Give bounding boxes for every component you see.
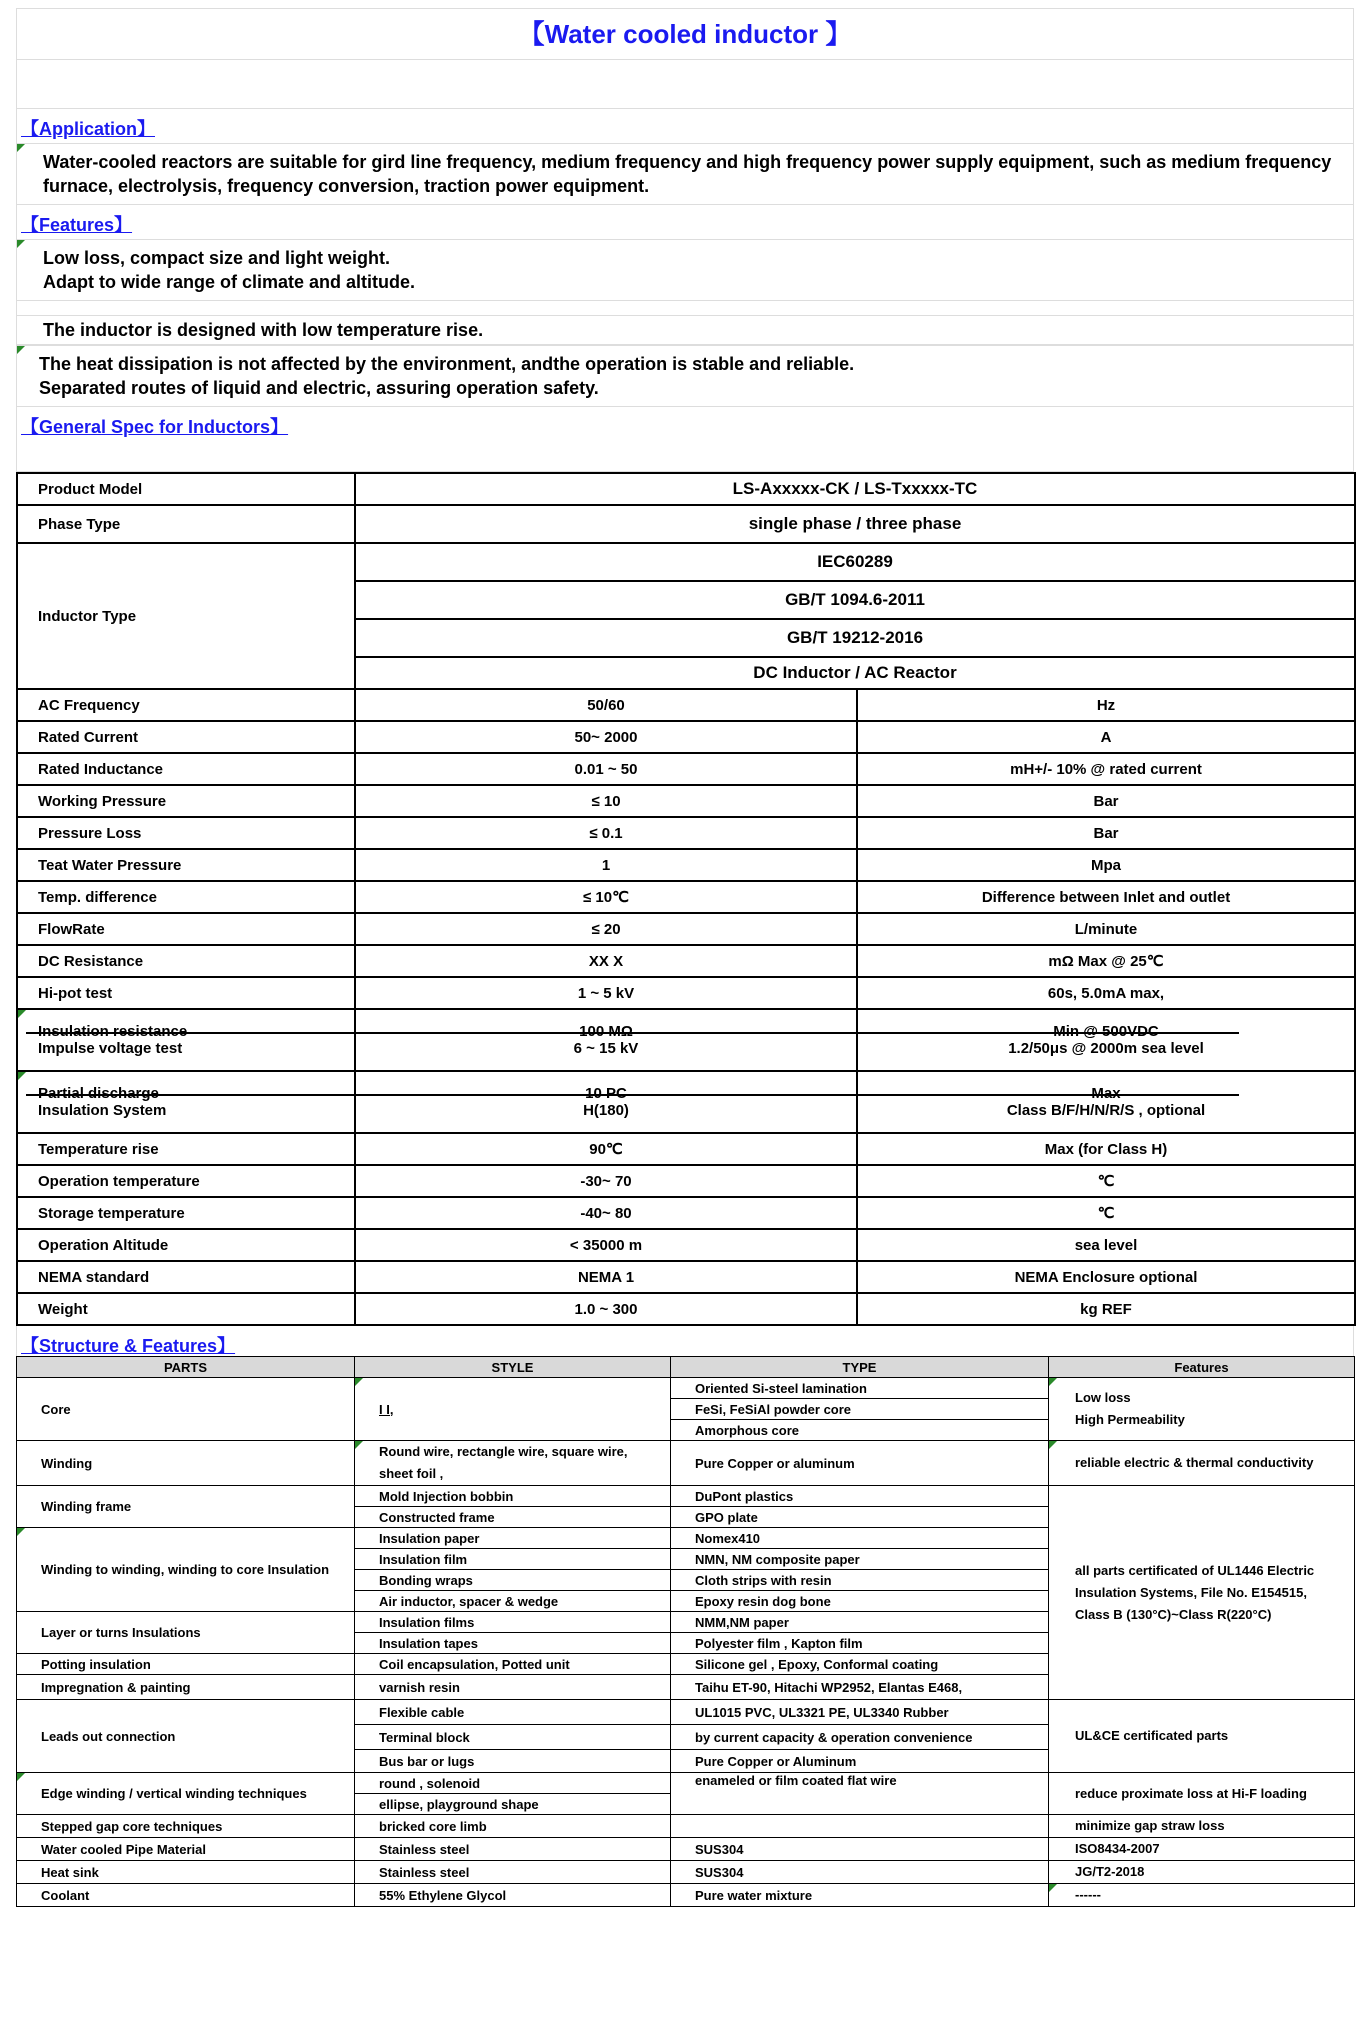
table-row <box>17 753 1355 785</box>
spec-value: ≤ 10℃ <box>355 881 857 913</box>
part-cell: Impregnation & painting <box>17 1675 355 1700</box>
struck-unit: Min @ 500VDC <box>1053 1023 1159 1040</box>
table-row <box>17 1165 1355 1197</box>
spec-label: Operation Altitude <box>17 1229 355 1261</box>
type-cell: SUS304 <box>671 1838 1049 1861</box>
spec-value: single phase / three phase <box>355 505 1355 543</box>
table-row <box>17 945 1355 977</box>
struck-unit: Max <box>1091 1085 1121 1102</box>
part-cell: Coolant <box>17 1884 355 1907</box>
spec-unit: NEMA Enclosure optional <box>857 1261 1355 1293</box>
spec-value: -40~ 80 <box>355 1197 857 1229</box>
spec-label: Working Pressure <box>17 785 355 817</box>
column-header: STYLE <box>355 1357 671 1378</box>
feature-cell: ISO8434-2007 <box>1049 1838 1355 1861</box>
spec-unit <box>857 1071 1355 1133</box>
table-row <box>17 689 1355 721</box>
part-cell: Stepped gap core techniques <box>17 1815 355 1838</box>
spec-label: Rated Inductance <box>17 753 355 785</box>
table-row <box>17 1815 1355 1838</box>
type-cell: Cloth strips with resin <box>671 1570 1049 1591</box>
table-row <box>17 505 1355 543</box>
spec-unit <box>857 1009 1355 1071</box>
spec-value: XX X <box>355 945 857 977</box>
type-cell: NMN, NM composite paper <box>671 1549 1049 1570</box>
struck-label: Partial discharge <box>38 1085 159 1102</box>
spec-unit: A <box>857 721 1355 753</box>
style-cell: bricked core limb <box>355 1815 671 1838</box>
feature-cell: reduce proximate loss at Hi-F loading <box>1049 1773 1355 1815</box>
spec-value: 1 <box>355 849 857 881</box>
spec-value: GB/T 19212-2016 <box>355 619 1355 657</box>
table-row <box>17 1378 1355 1399</box>
spec-value: 0.01 ~ 50 <box>355 753 857 785</box>
spacer <box>16 301 1354 315</box>
table-row <box>17 977 1355 1009</box>
column-header: TYPE <box>671 1357 1049 1378</box>
style-cell: ellipse, playground shape <box>355 1794 671 1815</box>
style-cell: Round wire, rectangle wire, square wire, sheet foil , <box>355 1441 671 1486</box>
type-cell: Epoxy resin dog bone <box>671 1591 1049 1612</box>
spec-unit: Bar <box>857 817 1355 849</box>
feature-cell: JG/T2-2018 <box>1049 1861 1355 1884</box>
style-cell: Air inductor, spacer & wedge <box>355 1591 671 1612</box>
part-cell: Winding frame <box>17 1486 355 1528</box>
spec-value: 90℃ <box>355 1133 857 1165</box>
spec-value <box>355 1071 857 1133</box>
feature-cell: UL&CE certificated parts <box>1049 1700 1355 1773</box>
spec-unit: kg REF <box>857 1293 1355 1325</box>
spec-label: Temperature rise <box>17 1133 355 1165</box>
part-cell: Winding to winding, winding to core Insulation <box>17 1528 355 1612</box>
table-row <box>17 1838 1355 1861</box>
spec-label: Rated Current <box>17 721 355 753</box>
spec-label: Phase Type <box>17 505 355 543</box>
application-text: Water-cooled reactors are suitable for gird line frequency, medium frequency and high frequency power supply equipment, such as medium frequency furnace, electrolysis, frequency conversion, traction power equipment. <box>16 143 1354 205</box>
spec-label <box>17 1009 355 1071</box>
type-cell: Silicone gel , Epoxy, Conformal coating <box>671 1654 1049 1675</box>
general-spec-heading: 【General Spec for Inductors】 <box>16 407 1354 441</box>
spec-value: 1.0 ~ 300 <box>355 1293 857 1325</box>
type-cell: Pure Copper or aluminum <box>671 1441 1049 1486</box>
table-row <box>17 1861 1355 1884</box>
strikethrough-line <box>26 1094 1239 1096</box>
column-header: PARTS <box>17 1357 355 1378</box>
style-cell: Insulation films <box>355 1612 671 1633</box>
struck-label: Insulation resistance <box>38 1023 188 1040</box>
style-cell: Coil encapsulation, Potted unit <box>355 1654 671 1675</box>
type-cell: Oriented Si-steel lamination <box>671 1378 1049 1399</box>
spec-label: Pressure Loss <box>17 817 355 849</box>
table-row <box>17 913 1355 945</box>
style-cell: Terminal block <box>355 1725 671 1750</box>
table-row-struck <box>17 1009 1355 1071</box>
type-cell: FeSi, FeSiAl powder core <box>671 1399 1049 1420</box>
style-cell: varnish resin <box>355 1675 671 1700</box>
struck-value: 100 MΩ <box>579 1023 633 1040</box>
spec-value: NEMA 1 <box>355 1261 857 1293</box>
table-row <box>17 849 1355 881</box>
feature-line: Adapt to wide range of climate and altitude. <box>43 272 416 292</box>
style-cell: Insulation tapes <box>355 1633 671 1654</box>
spec-value: ≤ 20 <box>355 913 857 945</box>
style-cell: Stainless steel <box>355 1838 671 1861</box>
style-cell: round , solenoid <box>355 1773 671 1794</box>
part-cell: Water cooled Pipe Material <box>17 1838 355 1861</box>
spec-value <box>355 1009 857 1071</box>
type-cell: NMM,NM paper <box>671 1612 1049 1633</box>
type-cell: SUS304 <box>671 1861 1049 1884</box>
spec-unit: Max (for Class H) <box>857 1133 1355 1165</box>
table-row <box>17 1700 1355 1725</box>
spec-unit: sea level <box>857 1229 1355 1261</box>
spec-label: AC Frequency <box>17 689 355 721</box>
style-cell: Bonding wraps <box>355 1570 671 1591</box>
type-cell <box>671 1815 1049 1838</box>
spec-value: < 35000 m <box>355 1229 857 1261</box>
spreadsheet <box>16 8 1354 1907</box>
spec-label: DC Resistance <box>17 945 355 977</box>
spec-unit-current: 1.2/50μs @ 2000m sea level <box>1008 1040 1204 1057</box>
table-row <box>17 785 1355 817</box>
table-row <box>17 473 1355 505</box>
spec-label <box>17 1071 355 1133</box>
spec-label: Storage temperature <box>17 1197 355 1229</box>
structure-table <box>16 1356 1355 1907</box>
table-row <box>17 1261 1355 1293</box>
spec-label: Weight <box>17 1293 355 1325</box>
features-text-2 <box>16 315 1354 345</box>
type-cell: Amorphous core <box>671 1420 1049 1441</box>
spec-unit: Hz <box>857 689 1355 721</box>
spec-unit: 60s, 5.0mA max, <box>857 977 1355 1009</box>
table-row <box>17 543 1355 581</box>
table-row <box>17 1133 1355 1165</box>
spec-label-current: Insulation System <box>38 1102 167 1119</box>
spec-label: NEMA standard <box>17 1261 355 1293</box>
style-cell: Mold Injection bobbin <box>355 1486 671 1507</box>
table-header-row <box>17 1357 1355 1378</box>
feature-cell: reliable electric & thermal conductivity <box>1049 1441 1355 1486</box>
spec-label: Inductor Type <box>17 543 355 689</box>
table-row <box>17 1197 1355 1229</box>
feature-cell: minimize gap straw loss <box>1049 1815 1355 1838</box>
style-cell: I I, <box>355 1378 671 1441</box>
type-cell: Pure Copper or Aluminum <box>671 1750 1049 1773</box>
type-cell: by current capacity & operation convenience <box>671 1725 1049 1750</box>
spec-value: 50~ 2000 <box>355 721 857 753</box>
style-cell: 55% Ethylene Glycol <box>355 1884 671 1907</box>
style-cell: Flexible cable <box>355 1700 671 1725</box>
type-cell: UL1015 PVC, UL3321 PE, UL3340 Rubber <box>671 1700 1049 1725</box>
struck-value: 10 PC <box>585 1085 627 1102</box>
features-text-1 <box>16 239 1354 301</box>
style-cell: Stainless steel <box>355 1861 671 1884</box>
spec-unit: Bar <box>857 785 1355 817</box>
spec-unit: Difference between Inlet and outlet <box>857 881 1355 913</box>
spec-unit: Mpa <box>857 849 1355 881</box>
strikethrough-line <box>26 1032 1239 1034</box>
part-cell: Layer or turns Insulations <box>17 1612 355 1654</box>
type-cell: Taihu ET-90, Hitachi WP2952, Elantas E468, <box>671 1675 1049 1700</box>
spec-unit: L/minute <box>857 913 1355 945</box>
spec-label-current: Impulse voltage test <box>38 1040 183 1057</box>
type-cell: Nomex410 <box>671 1528 1049 1549</box>
spec-unit: ℃ <box>857 1165 1355 1197</box>
spec-value: 1 ~ 5 kV <box>355 977 857 1009</box>
spec-label: Hi-pot test <box>17 977 355 1009</box>
spec-value: GB/T 1094.6-2011 <box>355 581 1355 619</box>
spec-value: IEC60289 <box>355 543 1355 581</box>
table-row-struck <box>17 1071 1355 1133</box>
table-row <box>17 881 1355 913</box>
spec-value: 50/60 <box>355 689 857 721</box>
general-spec-table <box>16 472 1356 1326</box>
spec-label: FlowRate <box>17 913 355 945</box>
table-row <box>17 1293 1355 1325</box>
table-row <box>17 1441 1355 1486</box>
spec-value-current: 6 ~ 15 kV <box>573 1040 639 1057</box>
spec-label: Temp. difference <box>17 881 355 913</box>
spec-unit-current: Class B/F/H/N/R/S , optional <box>1006 1102 1206 1119</box>
page-title: 【Water cooled inductor 】 <box>16 8 1354 60</box>
type-cell: enameled or film coated flat wire <box>671 1773 1049 1815</box>
spec-value: ≤ 10 <box>355 785 857 817</box>
style-cell: Bus bar or lugs <box>355 1750 671 1773</box>
part-cell: Potting insulation <box>17 1654 355 1675</box>
table-row <box>17 1486 1355 1507</box>
spec-unit: mH+/- 10% @ rated current <box>857 753 1355 785</box>
feature-cell: Low loss High Permeability <box>1049 1378 1355 1441</box>
spec-value: DC Inductor / AC Reactor <box>355 657 1355 689</box>
type-cell: Pure water mixture <box>671 1884 1049 1907</box>
table-row <box>17 1773 1355 1794</box>
part-cell: Leads out connection <box>17 1700 355 1773</box>
spec-value: LS-Axxxxx-CK / LS-Txxxxx-TC <box>355 473 1355 505</box>
part-cell: Edge winding / vertical winding techniques <box>17 1773 355 1815</box>
structure-heading: 【Structure & Features】 <box>16 1326 1354 1356</box>
table-row <box>17 721 1355 753</box>
spec-value: -30~ 70 <box>355 1165 857 1197</box>
feature-line: Low loss, compact size and light weight. <box>43 248 391 268</box>
table-row <box>17 1229 1355 1261</box>
part-cell: Heat sink <box>17 1861 355 1884</box>
features-heading: 【Features】 <box>16 205 1354 239</box>
type-cell: GPO plate <box>671 1507 1049 1528</box>
type-cell: Polyester film , Kapton film <box>671 1633 1049 1654</box>
part-cell: Core <box>17 1378 355 1441</box>
feature-line: The heat dissipation is not affected by the environment, andthe operation is stable and reliable. <box>39 354 855 374</box>
style-cell: Constructed frame <box>355 1507 671 1528</box>
spec-value-current: H(180) <box>583 1102 629 1119</box>
feature-line: Separated routes of liquid and electric, assuring operation safety. <box>39 378 599 398</box>
features-text-3 <box>16 345 1354 407</box>
part-cell: Winding <box>17 1441 355 1486</box>
blank-row <box>16 60 1354 109</box>
application-heading: 【Application】 <box>16 109 1354 143</box>
feature-cell: ------ <box>1049 1884 1355 1907</box>
style-cell: Insulation film <box>355 1549 671 1570</box>
style-cell: Insulation paper <box>355 1528 671 1549</box>
spec-label: Operation temperature <box>17 1165 355 1197</box>
spec-label: Product Model <box>17 473 355 505</box>
spec-unit: ℃ <box>857 1197 1355 1229</box>
table-row <box>17 1884 1355 1907</box>
spec-label: Teat Water Pressure <box>17 849 355 881</box>
spec-unit: mΩ Max @ 25℃ <box>857 945 1355 977</box>
spec-value: ≤ 0.1 <box>355 817 857 849</box>
blank-row <box>16 441 1354 472</box>
feature-line: The inductor is designed with low temperature rise. <box>43 320 484 340</box>
table-row <box>17 817 1355 849</box>
column-header: Features <box>1049 1357 1355 1378</box>
feature-cell: all parts certificated of UL1446 Electric Insulation Systems, File No. E154515, Class B (130°C)~Class R(220°C) <box>1049 1486 1355 1700</box>
type-cell: DuPont plastics <box>671 1486 1049 1507</box>
